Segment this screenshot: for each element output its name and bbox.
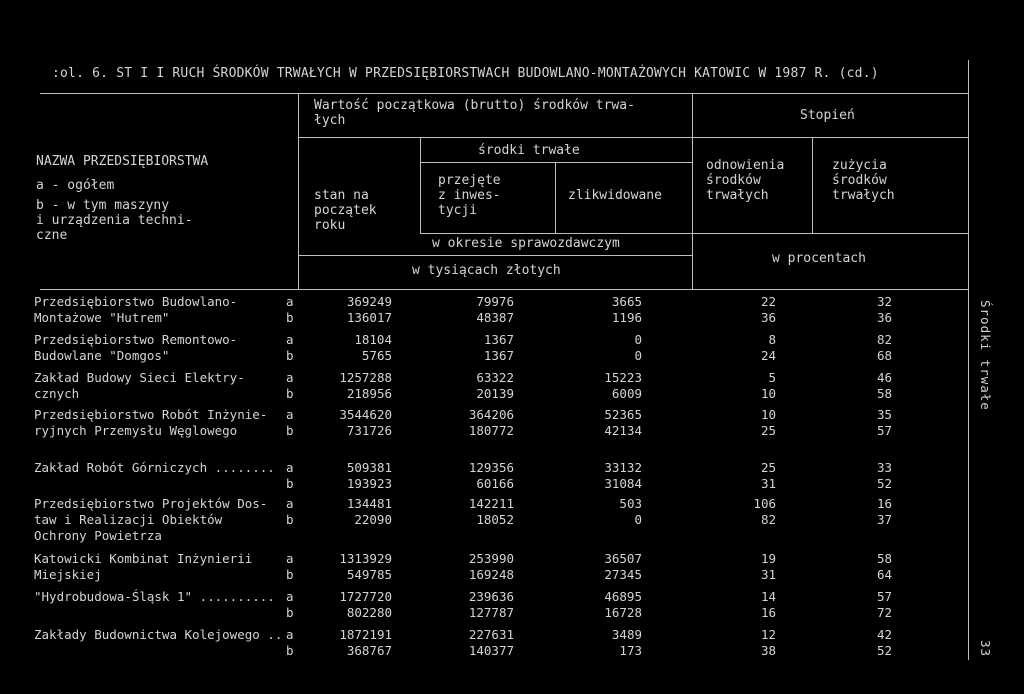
enterprise-name-line: Miejskiej — [34, 567, 102, 582]
table-cell: 33132 — [604, 460, 642, 475]
header-enterprise-name: NAZWA PRZEDSIĘBIORSTWA — [36, 154, 209, 169]
stopien-line — [692, 137, 968, 138]
enterprise-name-line: Zakłady Budownictwa Kolejowego .. — [34, 627, 283, 642]
enterprise-name-line: Zakład Robót Górniczych ........ — [34, 460, 275, 475]
table-cell: 27345 — [604, 567, 642, 582]
row-marker-a: a — [286, 407, 294, 422]
header-w-tysiacach: w tysiącach złotych — [412, 263, 561, 278]
table-cell: 52 — [876, 643, 892, 658]
table-cell: 173 — [619, 643, 642, 658]
col-divider-4 — [555, 162, 556, 233]
page-number: 33 — [978, 640, 993, 658]
table-cell: 3544620 — [339, 407, 392, 422]
table-cell: 1257288 — [339, 370, 392, 385]
row-marker-a: a — [286, 294, 294, 309]
header-zuzycia-3: trwałych — [832, 188, 895, 203]
table-cell: 35 — [876, 407, 892, 422]
table-cell: 46895 — [604, 589, 642, 604]
header-w-procentach: w procentach — [772, 251, 866, 266]
table-cell: 60166 — [476, 476, 514, 491]
row-marker-a: a — [286, 460, 294, 475]
header-przejete-2: z inwes- — [438, 188, 501, 203]
table-cell: 24 — [760, 348, 776, 363]
table-cell: 731726 — [346, 423, 392, 438]
enterprise-name-line: Montażowe "Hutrem" — [34, 310, 170, 325]
table-cell: 1367 — [483, 348, 514, 363]
row-marker-b: b — [286, 386, 294, 401]
table-cell: 20139 — [476, 386, 514, 401]
table-cell: 14 — [760, 589, 776, 604]
table-cell: 142211 — [468, 496, 514, 511]
header-przejete-1: przejęte — [438, 173, 501, 188]
header-stopien: Stopień — [800, 108, 855, 123]
enterprise-name-line: taw i Realizacji Obiektów — [34, 512, 223, 527]
table-cell: 369249 — [346, 294, 392, 309]
header-w-okresie: w okresie sprawozdawczym — [432, 236, 620, 251]
table-cell: 1313929 — [339, 551, 392, 566]
table-cell: 79976 — [476, 294, 514, 309]
table-cell: 52 — [876, 476, 892, 491]
table-cell: 22 — [760, 294, 776, 309]
table-cell: 368767 — [346, 643, 392, 658]
table-cell: 193923 — [346, 476, 392, 491]
table-cell: 3665 — [611, 294, 642, 309]
table-cell: 31084 — [604, 476, 642, 491]
table-cell: 22090 — [354, 512, 392, 527]
table-cell: 36 — [876, 310, 892, 325]
table-cell: 218956 — [346, 386, 392, 401]
table-cell: 31 — [760, 476, 776, 491]
table-cell: 25 — [760, 460, 776, 475]
header-zuzycia-2: środków — [832, 173, 887, 188]
header-b-czne: czne — [36, 228, 68, 243]
table-cell: 180772 — [468, 423, 514, 438]
table-cell: 129356 — [468, 460, 514, 475]
table-cell: 134481 — [346, 496, 392, 511]
table-cell: 5765 — [361, 348, 392, 363]
table-cell: 239636 — [468, 589, 514, 604]
table-cell: 0 — [634, 348, 642, 363]
table-cell: 509381 — [346, 460, 392, 475]
table-cell: 10 — [760, 407, 776, 422]
table-cell: 549785 — [346, 567, 392, 582]
side-label: Środki trwałe — [978, 300, 993, 411]
header-przejete-3: tycji — [438, 203, 478, 218]
table-cell: 503 — [619, 496, 642, 511]
table-cell: 0 — [634, 332, 642, 347]
enterprise-name-line: Przedsiębiorstwo Projektów Dos- — [34, 496, 268, 511]
table-cell: 1367 — [483, 332, 514, 347]
col-divider-5 — [812, 137, 813, 233]
table-cell: 5 — [768, 370, 776, 385]
header-a-ogolem: a - ogółem — [36, 178, 115, 193]
table-cell: 46 — [876, 370, 892, 385]
table-cell: 82 — [876, 332, 892, 347]
header-zuzycia-1: zużycia — [832, 158, 887, 173]
row-marker-b: b — [286, 310, 294, 325]
table-cell: 15223 — [604, 370, 642, 385]
table-cell: 72 — [876, 605, 892, 620]
table-cell: 106 — [753, 496, 776, 511]
header-odnowienia-2: środków — [706, 173, 761, 188]
table-cell: 16 — [876, 496, 892, 511]
okres-line — [420, 233, 692, 234]
proc-line — [692, 233, 968, 234]
table-cell: 136017 — [346, 310, 392, 325]
row-marker-b: b — [286, 348, 294, 363]
header-b-urzadzenia: i urządzenia techni- — [36, 213, 193, 228]
header-stan-na-2: początek — [314, 203, 377, 218]
enterprise-name-line: Ochrony Powietrza — [34, 528, 162, 543]
table-cell: 31 — [760, 567, 776, 582]
header-zlikwidowane: zlikwidowane — [568, 188, 662, 203]
table-cell: 253990 — [468, 551, 514, 566]
table-cell: 16728 — [604, 605, 642, 620]
right-border — [968, 60, 969, 660]
table-cell: 33 — [876, 460, 892, 475]
header-odnowienia-3: trwałych — [706, 188, 769, 203]
col-divider-3 — [420, 137, 421, 233]
table-cell: 68 — [876, 348, 892, 363]
row-marker-b: b — [286, 512, 294, 527]
enterprise-name-line: Budowlane "Domgos" — [34, 348, 170, 363]
table-cell: 36507 — [604, 551, 642, 566]
header-stan-na-3: roku — [314, 218, 346, 233]
row-marker-b: b — [286, 423, 294, 438]
table-cell: 64 — [876, 567, 892, 582]
srodki-line — [420, 162, 692, 163]
table-cell: 48387 — [476, 310, 514, 325]
row-marker-b: b — [286, 476, 294, 491]
row-marker-a: a — [286, 332, 294, 347]
table-cell: 1196 — [611, 310, 642, 325]
enterprise-name-line: Przedsiębiorstwo Budowlano- — [34, 294, 238, 309]
tys-line — [298, 255, 692, 256]
row-marker-a: a — [286, 496, 294, 511]
table-cell: 802280 — [346, 605, 392, 620]
row-marker-a: a — [286, 551, 294, 566]
table-cell: 36 — [760, 310, 776, 325]
table-cell: 37 — [876, 512, 892, 527]
header-value-group: Wartość początkowa (brutto) środków trwa- — [314, 98, 635, 113]
enterprise-name-line: Przedsiębiorstwo Robót Inżynie- — [34, 407, 268, 422]
row-marker-b: b — [286, 605, 294, 620]
header-top-line — [40, 93, 968, 94]
table-cell: 127787 — [468, 605, 514, 620]
header-bottom-line — [40, 289, 968, 290]
table-cell: 364206 — [468, 407, 514, 422]
enterprise-name-line: Przedsiębiorstwo Remontowo- — [34, 332, 238, 347]
value-group-line — [298, 137, 692, 138]
table-cell: 25 — [760, 423, 776, 438]
table-cell: 38 — [760, 643, 776, 658]
table-title: :ol. 6. ST I I RUCH ŚRODKÓW TRWAŁYCH W PRZEDSIĘBIORSTWACH BUDOWLANO-MONTAŻOWYCH KATOWIC W 1987 R. (cd.) — [52, 66, 879, 81]
table-cell: 58 — [876, 551, 892, 566]
enterprise-name-line: cznych — [34, 386, 80, 401]
row-marker-b: b — [286, 567, 294, 582]
enterprise-name-line: Katowicki Kombinat Inżynierii — [34, 551, 253, 566]
row-marker-a: a — [286, 627, 294, 642]
header-b-maszyny: b - w tym maszyny — [36, 198, 170, 213]
table-cell: 10 — [760, 386, 776, 401]
table-cell: 63322 — [476, 370, 514, 385]
enterprise-name-line: Zakład Budowy Sieci Elektry- — [34, 370, 245, 385]
table-cell: 0 — [634, 512, 642, 527]
table-cell: 58 — [876, 386, 892, 401]
table-cell: 8 — [768, 332, 776, 347]
table-cell: 18052 — [476, 512, 514, 527]
col-divider-1 — [298, 93, 299, 289]
enterprise-name-line: "Hydrobudowa-Śląsk 1" .......... — [34, 589, 275, 604]
header-value-group-2: łych — [314, 113, 346, 128]
table-cell: 12 — [760, 627, 776, 642]
table-cell: 18104 — [354, 332, 392, 347]
table-cell: 19 — [760, 551, 776, 566]
col-divider-2 — [692, 93, 693, 289]
row-marker-b: b — [286, 643, 294, 658]
table-cell: 3489 — [611, 627, 642, 642]
table-cell: 42 — [876, 627, 892, 642]
enterprise-name-line: ryjnych Przemysłu Węglowego — [34, 423, 238, 438]
table-cell: 57 — [876, 589, 892, 604]
table-cell: 16 — [760, 605, 776, 620]
table-cell: 82 — [760, 512, 776, 527]
row-marker-a: a — [286, 370, 294, 385]
table-cell: 42134 — [604, 423, 642, 438]
header-stan-na-1: stan na — [314, 188, 369, 203]
row-marker-a: a — [286, 589, 294, 604]
table-cell: 227631 — [468, 627, 514, 642]
table-cell: 169248 — [468, 567, 514, 582]
table-cell: 32 — [876, 294, 892, 309]
table-cell: 140377 — [468, 643, 514, 658]
table-cell: 6009 — [611, 386, 642, 401]
table-cell: 1727720 — [339, 589, 392, 604]
table-cell: 1872191 — [339, 627, 392, 642]
table-cell: 57 — [876, 423, 892, 438]
table-cell: 52365 — [604, 407, 642, 422]
header-odnowienia-1: odnowienia — [706, 158, 785, 173]
header-srodki-trwale: środki trwałe — [478, 143, 580, 158]
